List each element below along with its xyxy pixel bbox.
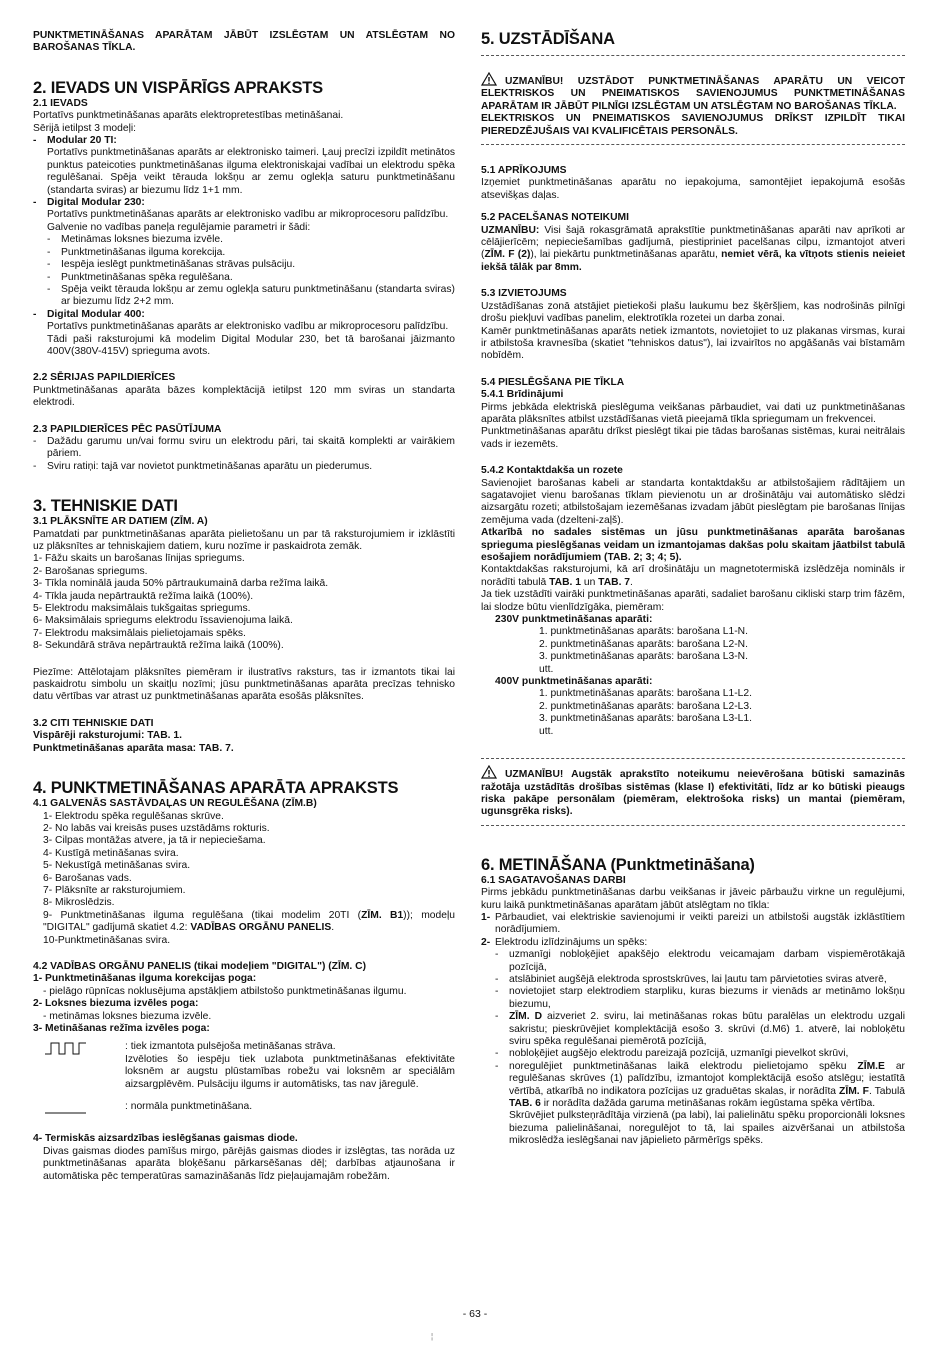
section-5-4-1-p1: Pirms jebkāda elektriskā pieslēguma veikšanas pārbaudiet, vai dati uz punktmetināšanas aparāta plāksnītes atbilst uzstādīšanas vietā pieejamā tīkla spriegumam un frekvencei. <box>481 401 905 425</box>
model-3-text2: Tādi paši raksturojumi kā modelim Digital Modular 230, bet tā barošanai jāizmanto 400V(380V-415V) sprieguma avots. <box>47 333 455 357</box>
footer-mark: ¦ <box>431 1332 434 1341</box>
model-2: - Digital Modular 230: <box>33 197 455 209</box>
panel-item-2-title: 2- Loksnes biezuma izvēles poga: <box>33 998 199 1010</box>
section-5-4-2-bold: Atkarībā no sadales sistēmas un jūsu punktmetināšanas aparāta barošanas sprieguma pieslēgšanas veidam un izmantojamas dakšas polu skaitam jāatbilst tabulā esošajiem norādījumiem (TAB. 2; 3; 4; 5). <box>481 527 905 563</box>
section-2-2-title: 2.2 SĒRIJAS PAPILDIERĪCES <box>33 372 176 384</box>
warning-triangle-icon <box>481 765 497 779</box>
list-item: 2- Barošanas spriegums. <box>33 565 148 577</box>
section-5-3-title: 5.3 IZVIETOJUMS <box>481 288 567 300</box>
panel-item-4-title: 4- Termiskās aizsardzības ieslēgšanas gaismas diode. <box>33 1133 298 1145</box>
list-item: utt. <box>539 725 554 737</box>
section-2-1-p2: Sērijā ietilpst 3 modeļi: <box>33 122 137 134</box>
model-2-name: Digital Modular 230: <box>47 197 145 209</box>
list-item: 2. punktmetināšanas aparāts: barošana L2-N. <box>539 638 748 650</box>
section-2-title: 2. IEVADS UN VISPĀRĪGS APRAKSTS <box>33 78 323 97</box>
panel-item-4-text: Divas gaismas diodes pamīšus mirgo, pārējās gaismas diodes ir izslēgtas, tas norāda uz punktmetināšanas aparāta bloķēšanu pārkarsēšanas dēļ; darbības atjaunošana ir automātiska pēc temperatūras samazināšanās līdz pieļaujamajām robežām. <box>43 1145 455 1182</box>
divider <box>481 825 905 826</box>
list-item: 6- Barošanas vads. <box>43 872 132 884</box>
pulse-mode-row <box>33 1041 455 1091</box>
section-6-1-text: Pirms jebkādu punktmetināšanas darbu veikšanas ir jāveic pārbaužu virkne un regulējumi, kuru laikā punktmetināšanas aparātam jābūt atslēgtam no tīkla: <box>481 887 905 911</box>
section-3-title: 3. TEHNISKIE DATI <box>33 497 178 516</box>
panel-item-3-title: 3- Metināšanas režīma izvēles poga: <box>33 1023 210 1034</box>
section-3-1-note: Piezīme: Attēlotajam plāksnītes piemēram ir ilustratīvs raksturs, tas ir izmantots tikai lai paskaidrotu simbolu un skaitļu nozīmi; jūsu punktmetināšanas aparāta precīzas tehnisko datu vērtības var atrast uz punktmetināšanas aparāta esošās plāksnītes. <box>33 666 455 703</box>
list-item-10: 10-Punktmetināšanas svira. <box>43 934 171 946</box>
list-item: - Punktmetināšanas spēka regulēšana. <box>47 271 233 283</box>
list-item: 1- Pārbaudiet, vai elektriskie savienojumi ir veikti pareizi un atbilstoši augstāk izklāstītiem norādījumiem. <box>481 911 905 936</box>
list-item: 3- Cilpas montāžas atvere, ja tā ir nepieciešama. <box>43 835 266 847</box>
panel-item-1-text: - pielāgo rūpnīcas noklusējuma apstākļiem atbilstošo punktmetināšanas ilgumu. <box>43 985 407 997</box>
list-item: 3- Tīkla nominālā jauda 50% pārtraukumainā darba režīma laikā. <box>33 578 329 590</box>
list-item: 3. punktmetināšanas aparāts: barošana L3-L1. <box>539 713 752 725</box>
section-5-3-p1: Uzstādīšanas zonā atstājiet pietiekoši plašu laukumu bez šķēršļiem, kas nodrošinās pilnīgi drošu piekļuvi vadības panelim, elektrotīkla rozetei un darba zonai. <box>481 300 905 325</box>
model-3: - Digital Modular 400: <box>33 309 455 321</box>
section-3-2-title: 3.2 CITI TEHNISKIE DATI <box>33 717 154 729</box>
list-item: - uzmanīgi nobloķējiet apakšējo elektrodu veicamajam darbam vispiemērotākajā pozīcijā, <box>495 949 905 973</box>
section-6-1-sublist <box>481 949 905 1148</box>
model-3-name: Digital Modular 400: <box>47 308 145 320</box>
divider <box>481 144 905 145</box>
list-item: 2- Elektrodu izlīdzinājums un spēks: <box>481 936 648 948</box>
warning-block-1: UZMANĪBU! UZSTĀDOT PUNKTMETINĀŠANAS APARĀTU UN VEICOT ELEKTRISKOS UN PNEIMATISKOS SAVIENOJUMUS PUNKTMETINĀŠANAS APARĀTAM IR JĀBŪT PILNĪGI IZSLĒGTAM UN ATSLĒGTAM NO BAROŠANAS TĪKLA. <box>481 72 905 113</box>
pulse-mode-text: Izvēloties šo iespēju tiek uzlabota punktmetināšanas efektivitāte loksnēm ar augstu plūstamības robežu vai loksnēm ar speciālām aizsargplēvēm. Pulsāciju ilgums ir automātisks, tas nav jāregulē. <box>125 1053 455 1090</box>
list-item: 6- Maksimālais spriegums elektrodu īssavienojuma laikā. <box>33 615 293 627</box>
model-3-text1: Portatīvs punktmetināšanas aparāts ar elektronisko vadību ar mikroprocesoru palīdzību. <box>47 321 449 333</box>
section-3-1-title: 3.1 PLĀKSNĪTE AR DATIEM (ZĪM. A) <box>33 516 208 528</box>
model-1-text: Portatīvs punktmetināšanas aparāts ar elektronisko taimeri. Ļauj precīzi izpildīt metinātos punktus pateicoties punktmetināšanas ilguma elektroniskajai vadībai un elektrodu spēka regulēšanai. Spēja veikt tērauda lokšņu ar zemu oglekļa saturu punktmetināšanu (standarta sviras) ar biezumu līdz 1+1 mm. <box>47 147 455 196</box>
section-5-2-text: UZMANĪBU: Visi šajā rokasgrāmatā aprakstītie punktmetināšanas aparāti nav aprīkoti ar cēlājierīcēm; nepieciešamības gadījumā, piestipriniet pacelšanas cilpu, izmantojot atveri (ZĪM. F (2)), lai piekārtu punktmetināšanas aparātu, nemiet vērā, ka vītņots stienis neieiet iekšā tālāk par 8mm. <box>481 224 905 273</box>
list-item: - noregulējiet punktmetināšanas laikā elektrodu pielietojamo spēku ZĪM.E ar regulēšanas skrūves (1) palīdzību, izmantojot komplektācijā esošo atslēgu; iestatītā vērtībā, atkarībā no indikatora pozīcijas uz graduētas skalas, ir norādīta ZĪM. F. Tabulā TAB. 6 ir norādīta dažāda garuma metināšanas rokām iegūstama spēka vērtība. <box>495 1060 905 1110</box>
warning-block-2: UZMANĪBU! Augstāk aprakstīto noteikumu neievērošana būtiski samazinās ražotāja uzstādītās drošības sistēmas (klase I) efektivitāti, līdz ar ko būtiski pieaugs riska pakāpe personālam (piemēram, elektrošoka risks) un mantai (piemēram, ugunsgrēka risks). <box>481 765 905 819</box>
list-item: 1. punktmetināšanas aparāts: barošana L1-N. <box>539 626 748 638</box>
model-2-params-intro: Galvenie no vadības paneļa regulējamie parametri ir šādi: <box>47 221 311 233</box>
pulse-mode-label: : tiek izmantota pulsējoša metināšanas strāva. <box>125 1041 336 1053</box>
list-item: 1- Elektrodu spēka regulēšanas skrūve. <box>43 810 224 822</box>
list-item: 8- Sekundārā strāva nepārtrauktā režīma laikā (100%). <box>33 640 284 652</box>
section-4-1-title: 4.1 GALVENĀS SASTĀVDAĻAS UN REGULĒŠANA (ZĪM.B) <box>33 798 317 810</box>
section-5-title: 5. UZSTĀDĪŠANA <box>481 30 615 48</box>
section-5-2-title: 5.2 PACELŠANAS NOTEIKUMI <box>481 212 629 224</box>
list-item: - Dažādu garumu un/vai formu sviru un elektrodu pāri, tai skaitā komplekti ar vairākiem pāriem. <box>33 435 455 460</box>
section-2-2-text: Punktmetināšanas aparāta bāzes komplektācijā ietilpst 120 mm sviras un standarta elektrodi. <box>33 384 455 409</box>
section-5-4-2-p1: Savienojiet barošanas kabeli ar standarta kontaktdakšu ar atbilstošajiem rādītājiem un sagatavojiet vienu barošanas tīklam pievienotu un ar drošinātāju vai automātisko slēdzi aizsargātu rozeti; atbilstošajam iezemēšanas izvadam jābūt pieslēgtam pie barošanas līnijas zemējuma vada (dzelteni-zaļš). <box>481 477 905 526</box>
list-item: - Metināmas loksnes biezuma izvēle. <box>47 234 223 246</box>
list-item: - ZĪM. D aizveriet 2. sviru, lai metināšanas rokas būtu paralēlas un elektrodu uzgali sakristu; pieskrūvējiet komplektācijā esošo 3. skrūvi (d.M6) 1. atverē, lai nobloķētu sviru spēka regulēšanai piemērotā pozīcijā, <box>495 1011 905 1047</box>
section-2-1-title: 2.1 IEVADS <box>33 97 88 109</box>
section-6-title: 6. METINĀŠANA (Punktmetināšana) <box>481 855 755 874</box>
list-item: - Spēja veikt tērauda lokšņu ar zemu oglekļa saturu punktmetināšanu (standarta sviras) ar biezumu līdz 2+2 mm. <box>47 283 455 308</box>
list-item: 7- Elektrodu maksimālais pielietojamais spēks. <box>33 627 246 639</box>
section-5-1-title: 5.1 APRĪKOJUMS <box>481 165 567 177</box>
list-item: 1. punktmetināšanas aparāts: barošana L1-L2. <box>539 688 752 700</box>
list-item: 4- Kustīgā metināšanas svira. <box>43 847 179 859</box>
list-item: utt. <box>539 663 554 675</box>
section-5-1-text: Izņemiet punktmetināšanas aparātu no iepakojuma, samontējiet iepakojumā esošās atsevišķas daļas. <box>481 177 905 201</box>
flat-line-icon <box>33 1101 125 1119</box>
left-column <box>33 30 455 1183</box>
list-item: 5- Nekustīgā metināšanas svira. <box>43 860 191 872</box>
list-item: 2- No labās vai kreisās puses uzstādāms rokturis. <box>43 822 270 834</box>
right-column <box>481 30 905 1148</box>
section-3-2-line1: Vispārēji raksturojumi: TAB. 1. <box>33 730 182 742</box>
page-number: - 63 - <box>462 1308 488 1320</box>
section-4-title: 4. PUNKTMETINĀŠANAS APARĀTA APRAKSTS <box>33 779 399 798</box>
list-item: 5- Elektrodu maksimālais tukšgaitas spriegums. <box>33 603 251 615</box>
list-item: - Sviru ratiņi: tajā var novietot punktmetināšanas aparātu un piederumus. <box>33 460 373 472</box>
pulse-wave-icon <box>33 1041 125 1091</box>
warning-triangle-icon <box>481 72 497 86</box>
section-5-3-p2: Kamēr punktmetināšanas aparāts netiek izmantots, novietojiet to uz plakanas virsmas, kurai ir atbilstoša kravnesība (skatiet "tehniskos datus"), lai izvairītos no apgāšanās vai bīstamām nobīdēm. <box>481 325 905 362</box>
section-5-4-title: 5.4 PIESLĒGŠANA PIE TĪKLA <box>481 376 625 388</box>
panel-item-1-title: 1- Punktmetināšanas ilguma korekcijas poga: <box>33 973 257 985</box>
model-2-params <box>33 234 455 308</box>
list-item: 7- Plāksnīte ar raksturojumiem. <box>43 884 186 896</box>
section-3-1-text: Pamatdati par punktmetināšanas aparāta pielietošanu un par tā raksturojumiem ir izklāstīti uz plāksnītes ar tehniskajiem datiem, kuru nozīme ir paskaidrota zemāk. <box>33 528 455 552</box>
list-item: 2. punktmetināšanas aparāts: barošana L2-L3. <box>539 700 752 712</box>
section-6-1-title: 6.1 SAGATAVOŠANAS DARBI <box>481 874 626 886</box>
model-2-text: Portatīvs punktmetināšanas aparāts ar elektronisko vadību ar mikroprocesoru palīdzību. <box>47 209 449 221</box>
normal-mode-row <box>33 1101 455 1119</box>
section-2-3-title: 2.3 PAPILDIERĪCES PĒC PASŪTĪJUMA <box>33 423 222 435</box>
section-3-2-line2: Punktmetināšanas aparāta masa: TAB. 7. <box>33 742 234 754</box>
list-item: - Iespēja ieslēgt punktmetināšanas strāvas pulsāciju. <box>47 259 296 271</box>
model-1-name: Modular 20 TI: <box>47 135 117 147</box>
section-5-4-1-p2: Punktmetināšanas aparātu drīkst pieslēgt tikai pie tādas barošanas sistēmas, kurai neitrālais vads ir iezemēts. <box>481 426 905 450</box>
divider <box>481 55 905 56</box>
list-item: 3. punktmetināšanas aparāts: barošana L3-N. <box>539 651 748 663</box>
model-1: - Modular 20 TI: <box>33 135 455 147</box>
list-item-9: 9- Punktmetināšanas ilguma regulēšana (tikai modelim 20TI (ZĪM. B1)); modeļu "DIGITAL" gadījumā skatiet 4.2: VADĪBAS ORGĀNU PANELIS. <box>43 909 455 934</box>
list-item: 4- Tīkla jauda nepārtrauktā režīma laikā (100%). <box>33 590 254 602</box>
section-5-4-2-p3: Ja tiek uzstādīti vairāki punktmetināšanas aparāti, sadaliet barošanu cikliski starp trim fāzēm, lai slodze būtu vienlīdzīgāka, piemēram: <box>481 589 905 613</box>
list-item: - novietojiet starp elektrodiem starpliku, kuras biezums ir vienāds ar metināmo lokšņu biezumu, <box>495 986 905 1010</box>
section-2-1-p1: Portatīvs punktmetināšanas aparāts elektropretestības metināšanai. <box>33 110 344 122</box>
list-item: - atslābiniet augšējā elektroda sprostskrūves, lai ļautu tam pārvietoties sviras atverē, <box>495 973 887 985</box>
section-5-4-2-title: 5.4.2 Kontaktdakša un rozete <box>481 465 623 477</box>
section-4-2-title: 4.2 VADĪBAS ORGĀNU PANELIS (tikai modeļiem "DIGITAL") (ZĪM. C) <box>33 960 366 972</box>
divider <box>481 758 905 759</box>
section-4-1-list <box>33 811 455 947</box>
intro-warning: PUNKTMETINĀŠANAS APARĀTAM JĀBŪT IZSLĒGTAM UN ATSLĒGTAM NO BAROŠANAS TĪKLA. <box>33 30 455 54</box>
list-item: - Punktmetināšanas ilguma korekcija. <box>47 246 226 258</box>
section-5-4-2-p2: Kontaktdakšas raksturojumi, kā arī drošinātāju un magnetotermiskā izslēdzēja nomināls ir norādīti tabulā TAB. 1 un TAB. 7. <box>481 564 905 588</box>
warning-block-1-line2: ELEKTRISKOS UN PNEIMATISKOS SAVIENOJUMUS DRĪKST IZPILDĪT TIKAI PIEREDZĒJUŠAIS VAI KVALIFICĒTAIS PERSONĀLS. <box>481 113 905 137</box>
list-item: - nobloķējiet augšējo elektrodu pareizajā pozīcijā, uzmanīgi pievelkot skrūvi, <box>495 1048 849 1060</box>
section-5-4-1-title: 5.4.1 Brīdinājumi <box>481 389 564 401</box>
list-item: 1- Fāžu skaits un barošanas līnijas spriegums. <box>33 553 245 565</box>
section-6-1-final: Skrūvējiet pulksteņrādītāja virzienā (pa labi), lai palielinātu spēku proporcionāli loksnes biezuma palielināšanai, noregulējot to tā, lai spailes aizvēršanai un atbilstoša mikroslēdža ieslēgšanai nav jāpielieto pārmērīgs spēks. <box>509 1110 905 1147</box>
v230-title: 230V punktmetināšanas aparāti: <box>495 614 653 626</box>
normal-mode-label: : normāla punktmetināšana. <box>125 1101 253 1113</box>
list-item: 8- Mikroslēdzis. <box>43 897 115 909</box>
panel-item-2-text: - metināmas loksnes biezuma izvēle. <box>43 1010 212 1022</box>
v400-title: 400V punktmetināšanas aparāti: <box>495 676 653 688</box>
